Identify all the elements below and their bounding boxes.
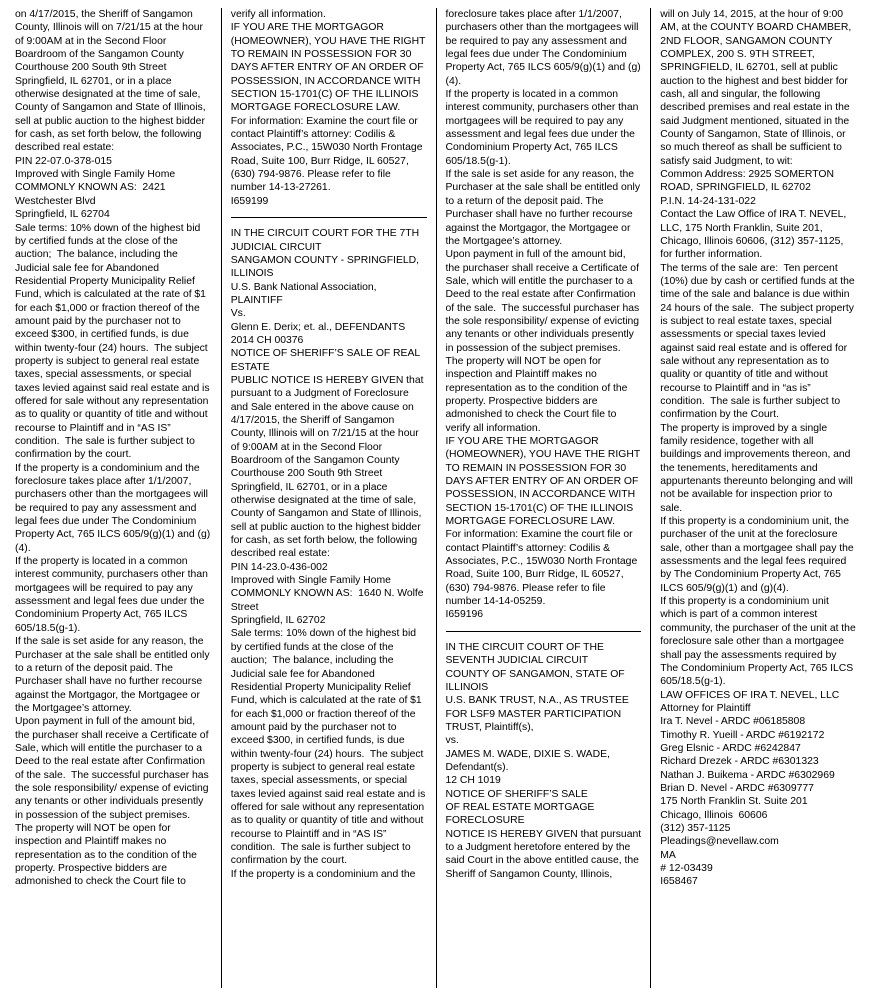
notice-column-4 — [650, 8, 865, 988]
notice-paragraph: MA — [660, 849, 676, 861]
notice-paragraph: Sale terms: 10% down of the highest bid by certified funds at the close of the auction; The balance, including the Judicial sale fee for Abandoned Residential Property Municipality Relief Fund, which is calculated at the rate of $1 for each $1,000 or fraction thereof of the amount paid by the purchaser not to exceed $300, in certified funds, is due within twenty-four (24) hours. The subject property is subject to general real estate taxes, special assessments, or special taxes levied against said real estate and is offered for sale without any representation as to quality or quantity of title and without recourse to Plaintiff and in “AS IS” condition. The sale is further subject to confirmation by the court. — [15, 222, 213, 461]
notice-paragraph: If the property is located in a common interest community, purchasers other than mortgagees will be required to pay any assessment and legal fees due under the Condominium Property Act, 765 ILCS 605/18.5(g-1). — [15, 556, 211, 634]
notice-paragraph: NOTICE OF SHERIFF’S SALE OF REAL ESTATE — [230, 348, 423, 373]
notice-paragraph: If this property is a condominium unit which is part of a common interest community, the purchaser of the unit at the foreclosure sale other than a mortgagee shall pay the assessments required by The Condominium Property Act, 765 ILCS 605/18.5(g-1). — [660, 596, 859, 688]
notice-paragraph: Chicago, Illinois 60606 — [660, 809, 768, 821]
notice-paragraph: 12 CH 1019 — [445, 775, 501, 787]
notice-column-2 — [221, 8, 436, 988]
notice-paragraph: If this property is a condominium unit, the purchaser of the unit at the foreclosure sale, other than a mortgagee shall pay the assessments and the legal fees required by The Condominium Property Act, 765 ILCS 605/9(g)(1) and (g)(4). — [660, 516, 857, 594]
notice-separator — [446, 631, 642, 632]
notice-paragraph: If the property is a condominium and the foreclosure takes place after 1/1/2007, purchasers other than the mortgagees will be required to pay any assessment and legal fees due under The Condominium Property Act, 765 ILCS 605/9(g)(1) and (g)(4). — [15, 462, 211, 554]
notice-paragraph: 2014 CH 00376 — [230, 334, 304, 346]
notice-paragraph: # 12-03439 — [660, 863, 713, 874]
notice-paragraph: IF YOU ARE THE MORTGAGOR (HOMEOWNER), YOU HAVE THE RIGHT TO REMAIN IN POSSESSION FOR 30 DAYS AFTER ENTRY OF AN ORDER OF POSSESSION, IN ACCORDANCE WITH SECTION 15-1701(C) OF THE ILLINOIS MORTGAGE FORECLOSURE LAW. — [230, 22, 428, 114]
notice-paragraph: 175 North Franklin St. Suite 201 — [660, 796, 808, 808]
notice-column-1 — [6, 8, 221, 988]
notice-paragraph: on 4/17/2015, the Sheriff of Sangamon County, Illinois will on 7/21/15 at the hour of 9:00AM at in the Second Floor Boardroom of the Sangamon County Courthouse 200 South 9th Street Springfield, IL 62701, or in a place otherwise designated at the time of sale, County of Sangamon and State of Illinois, sell at public auction to the highest bidder for cash, as set forth below, the following described real estate: — [15, 9, 209, 154]
notice-paragraph: IN THE CIRCUIT COURT FOR THE 7TH JUDICIAL CIRCUIT — [230, 228, 422, 253]
notice-paragraph: verify all information. — [230, 9, 326, 20]
notice-paragraph: COMMONLY KNOWN AS: 2421 Westchester Blvd — [15, 182, 169, 207]
notice-paragraph: PUBLIC NOTICE IS HEREBY GIVEN that pursuant to a Judgment of Foreclosure and Sale entered in the above cause on 4/17/2015, the Sheriff of Sangamon County, Illinois will on 7/21/15 at the hour of 9:00AM at in the Second Floor Boardroom of the Sangamon County Courthouse 200 South 9th Street Springfield, IL 62701, or in a place otherwise designated at the time of sale, County of Sangamon and State of Illinois, sell at public auction to the highest bidder for cash, as set forth below, the following described real estate: — [230, 374, 427, 560]
notice-paragraph: Richard Drezek - ARDC #6301323 — [660, 756, 819, 768]
notice-paragraph: COMMONLY KNOWN AS: 1640 N. Wolfe Street — [230, 588, 427, 613]
column-2-content — [231, 8, 427, 881]
notice-paragraph: Sale terms: 10% down of the highest bid by certified funds at the close of the auction; The balance, including the Judicial sale fee for Abandoned Residential Property Municipality Relief Fund, which is calculated at the rate of $1 for each $1,000 or fraction thereof of the amount paid by the purchaser not to exceed $300, in certified funds, is due within twenty-four (24) hours. The subject property is subject to general real estate taxes, special assessments, or special taxes levied against said real estate and is offered for sale without any representation as to quality or quantity of title and without recourse to Plaintiff and in “AS IS” condition. The sale is further subject to confirmation by the court. — [230, 628, 429, 867]
notice-paragraph: Glenn E. Derix; et. al., DEFENDANTS — [230, 321, 406, 333]
notice-paragraph: Attorney for Plaintiff — [660, 702, 751, 714]
notice-paragraph: Springfield, IL 62702 — [230, 615, 326, 627]
notice-paragraph: OF REAL ESTATE MORTGAGE FORECLOSURE — [445, 801, 598, 827]
notice-paragraph: If the property is located in a common interest community, purchasers other than mortgagees will be required to pay any assessment and legal fees due under the Condominium Property Act, 765 ILCS 605/18.5(g-1). — [445, 89, 642, 167]
notice-paragraph: Upon payment in full of the amount bid, the purchaser shall receive a Certificate of Sale, which will entitle the purchaser to a Deed to the real estate after Confirmation of the sale. The successful purchaser has the sole responsibility/ expense of evicting any tenants or other individuals presently in possession of the subject premises. — [15, 716, 212, 821]
notice-paragraph: Greg Elsnic - ARDC #6242847 — [660, 742, 801, 754]
notice-paragraph: If the sale is set aside for any reason, the Purchaser at the sale shall be entitled only to a return of the deposit paid. The Purchaser shall have no further recourse against the Mortgagor, the Mortgagee or the Mortgagee’s attorney. — [15, 636, 213, 714]
notice-paragraph: Pleadings@nevellaw.com — [660, 836, 779, 848]
notice-paragraph: I659199 — [230, 195, 269, 207]
notice-paragraph: Upon payment in full of the amount bid, the purchaser shall receive a Certificate of Sale, which will entitle the purchaser to a Deed to the real estate after Confirmation of the sale. The successful purchaser has the sole responsibility/ expense of evicting any tenants or other individuals presently in possession of the subject premises. — [445, 249, 643, 354]
notice-paragraph: Contact the Law Office of IRA T. NEVEL, LLC, 175 North Franklin, Suite 201, Chicago, Illinois 60606, (312) 357-1125, for further information. — [660, 209, 850, 261]
notice-paragraph: For information: Examine the court file or contact Plaintiff’s attorney: Codilis & Associates, P.C., 15W030 North Frontage Road, Suite 100, Burr Ridge, IL 60527, (630) 794-9876. Please refer to file number 14-13-27261. — [230, 115, 426, 194]
notice-paragraph: The property will NOT be open for inspection and Plaintiff makes no representation as to the condition of the property. Prospective bidders are admonished to check the Court file to — [15, 822, 200, 888]
notice-paragraph: IN THE CIRCUIT COURT OF THE SEVENTH JUDICIAL CIRCUIT — [445, 641, 607, 667]
notice-paragraph: Timothy R. Yueill - ARDC #6192172 — [660, 729, 825, 741]
notice-paragraph: Improved with Single Family Home — [230, 575, 391, 587]
column-3-content — [446, 8, 642, 881]
notice-paragraph: Improved with Single Family Home — [15, 169, 176, 181]
notice-paragraph: Nathan J. Buikema - ARDC #6302969 — [660, 769, 835, 781]
notice-paragraph: LAW OFFICES OF IRA T. NEVEL, LLC — [660, 689, 840, 701]
notice-paragraph: Common Address: 2925 SOMERTON ROAD, SPRINGFIELD, IL 62702 — [660, 169, 837, 194]
column-1-content — [15, 8, 212, 889]
notice-paragraph: JAMES M. WADE, DIXIE S. WADE, Defendant(s). — [445, 748, 613, 773]
notice-paragraph: Ira T. Nevel - ARDC #06185808 — [660, 716, 806, 728]
notice-column-3 — [436, 8, 651, 988]
notice-paragraph: PIN 14-23.0-436-002 — [230, 561, 328, 573]
notice-paragraph: Springfield, IL 62704 — [15, 209, 110, 221]
notice-paragraph: The property is improved by a single family residence, together with all buildings and improvements thereon, and the tenements, hereditaments and appurtenants thereunto belonging and will not be available for inspection prior to sale. — [660, 422, 856, 514]
notice-paragraph: PIN 22-07.0-378-015 — [15, 155, 112, 167]
notice-paragraph: foreclosure takes place after 1/1/2007, purchasers other than the mortgagees will be required to pay any assessment and legal fees due under The Condominium Property Act, 765 ILCS 605/9(g)(1) and (g)(4). — [445, 9, 642, 87]
notice-paragraph: NOTICE IS HEREBY GIVEN that pursuant to a Judgment heretofore entered by the said Court in the above entitled cause, the Sheriff of Sangamon County, Illinois, — [445, 828, 644, 880]
notice-paragraph: NOTICE OF SHERIFF’S SALE — [445, 788, 588, 800]
notice-separator — [231, 217, 427, 218]
notice-paragraph: will on July 14, 2015, at the hour of 9:00 AM, at the COUNTY BOARD CHAMBER, 2ND FLOOR, SANGAMON COUNTY COMPLEX, 200 S. 9TH STREET, SPRINGFIELD, IL 62701, sell at public auction to the highest and best bidder for cash, all and singular, the following described premises and real estate in the said Judgment mentioned, situated in the County of Sangamon, State of Illinois, or so much thereof as shall be sufficient to satisfy said Judgment, to wit: — [660, 9, 855, 167]
column-4-content — [660, 8, 859, 889]
notice-paragraph: SANGAMON COUNTY - SPRINGFIELD, ILLINOIS — [230, 254, 422, 280]
notice-paragraph: vs. — [445, 735, 459, 747]
notice-paragraph: For information: Examine the court file or contact Plaintiff’s attorney: Codilis & Associates, P.C., 15W030 North Frontage Road, Suite 100, Burr Ridge, IL 60527, (630) 794-9876. Please refer to file number 14-14-05259. — [445, 529, 641, 608]
notice-paragraph: The property will NOT be open for inspection and Plaintiff makes no representation as to the condition of the property. Prospective bidders are admonished to check the Court file to verify all information. — [445, 355, 631, 434]
notice-paragraph: I658467 — [660, 876, 698, 888]
notice-paragraph: The terms of the sale are: Ten percent (10%) due by cash or certified funds at the time of the sale and balance is due within 24 hours of the sale. The subject property is subject to real estate taxes, special assessments or special taxes levied against said real estate and is offered for sale without any representation as to quality or quantity of title and without recourse to Plaintiff and in “as is” condition. The sale is further subject to confirmation by the Court. — [660, 262, 858, 421]
notice-paragraph: I659196 — [445, 609, 484, 621]
notice-paragraph: COUNTY OF SANGAMON, STATE OF ILLINOIS — [445, 668, 628, 693]
notice-paragraph: Vs. — [230, 308, 246, 320]
notice-paragraph: Brian D. Nevel - ARDC #6309777 — [660, 782, 814, 794]
notice-paragraph: P.I.N. 14-24-131-022 — [660, 195, 756, 207]
notice-paragraph: (312) 357-1125 — [660, 822, 731, 834]
notice-paragraph: If the property is a condominium and the — [230, 868, 416, 880]
notice-paragraph: U.S. Bank National Association, PLAINTIFF — [230, 281, 380, 306]
notice-paragraph: If the sale is set aside for any reason, the Purchaser at the sale shall be entitled only to a return of the deposit paid. The Purchaser shall have no further recourse against the Mortgagor, the Mortgagee or the Mortgagee’s attorney. — [445, 169, 643, 247]
notice-paragraph: U.S. BANK TRUST, N.A., AS TRUSTEE FOR LSF9 MASTER PARTICIPATION TRUST, Plaintiff(s), — [445, 695, 632, 733]
notice-paragraph: IF YOU ARE THE MORTGAGOR (HOMEOWNER), YOU HAVE THE RIGHT TO REMAIN IN POSSESSION FOR 30 DAYS AFTER ENTRY OF AN ORDER OF POSSESSION, IN ACCORDANCE WITH SECTION 15-1701(C) OF THE ILLINOIS MORTGAGE FORECLOSURE LAW. — [445, 436, 643, 528]
